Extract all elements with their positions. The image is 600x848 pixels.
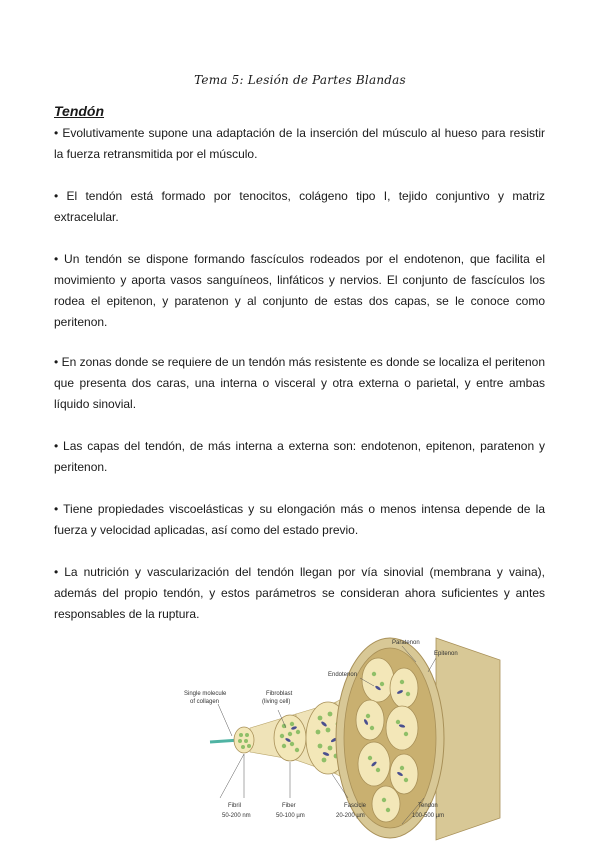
section-heading: Tendón [54,103,105,119]
label-tendon: Tendon [418,803,438,809]
label-fascicle: Fascicle [344,803,367,809]
label-paratenon: Paratenon [392,640,420,646]
label-fibril-size: 50-200 nm [222,813,251,819]
paragraph: • Evolutivamente supone una adaptación de la inserción del músculo al hueso para resistir la fuerza retransmitida por el músculo. [54,126,545,161]
label-fiber-size: 50-100 µm [276,813,305,819]
tendon-structure-illustration [178,628,508,843]
label-epitenon: Epitenon [434,651,458,657]
paragraph: • La nutrición y vascularización del tendón llegan por vía sinovial (membrana y vaina), además del propio tendón, y estos parámetros se consideran ahora suficientes y antes responsables de la ruptura. [54,565,545,621]
label-endotenon: Endotenon [328,672,358,678]
label-collagen-molecule-2: of collagen [190,699,220,705]
label-tendon-size: 100-500 µm [412,813,445,819]
tendon-cylinder [436,638,500,840]
label-fibril: Fibril [228,803,241,809]
fiber-cross-section [274,715,306,761]
paragraph: • Las capas del tendón, de más interna a externa son: endotenon, epitenon, paratenon y peritenon. [54,439,545,474]
label-fibroblast-2: (living cell) [262,699,291,705]
label-fascicle-size: 20-200 µm [336,813,365,819]
label-fibroblast: Fibroblast [266,691,293,697]
label-fiber: Fiber [282,803,296,809]
paragraph: • El tendón está formado por tenocitos, colágeno tipo I, tejido conjuntivo y matriz extracelular. [54,189,545,224]
fibril-cross-section [234,727,254,753]
label-collagen-molecule: Single molecule [184,691,227,697]
page-title: Tema 5: Lesión de Partes Blandas [194,73,406,87]
tendon-structure-figure [178,628,508,843]
paragraph: • Tiene propiedades viscoelásticas y su elongación más o menos intensa depende de la fuerza y velocidad aplicadas, así como del estado previo. [54,502,545,537]
paragraph: • En zonas donde se requiere de un tendón más resistente es donde se localiza el peritenon que presenta dos caras, una interna o visceral y otra externa o parietal, y entre ambas líquido sinovial. [54,355,545,411]
paragraph: • Un tendón se dispone formando fascículos rodeados por el endotenon, que facilita el movimiento y aporta vasos sanguíneos, linfáticos y nervios. El conjunto de fascículos los rodea el epitenon, y paratenon y al conjunto de estas dos capas, se le conoce como peritenon. [54,252,545,329]
